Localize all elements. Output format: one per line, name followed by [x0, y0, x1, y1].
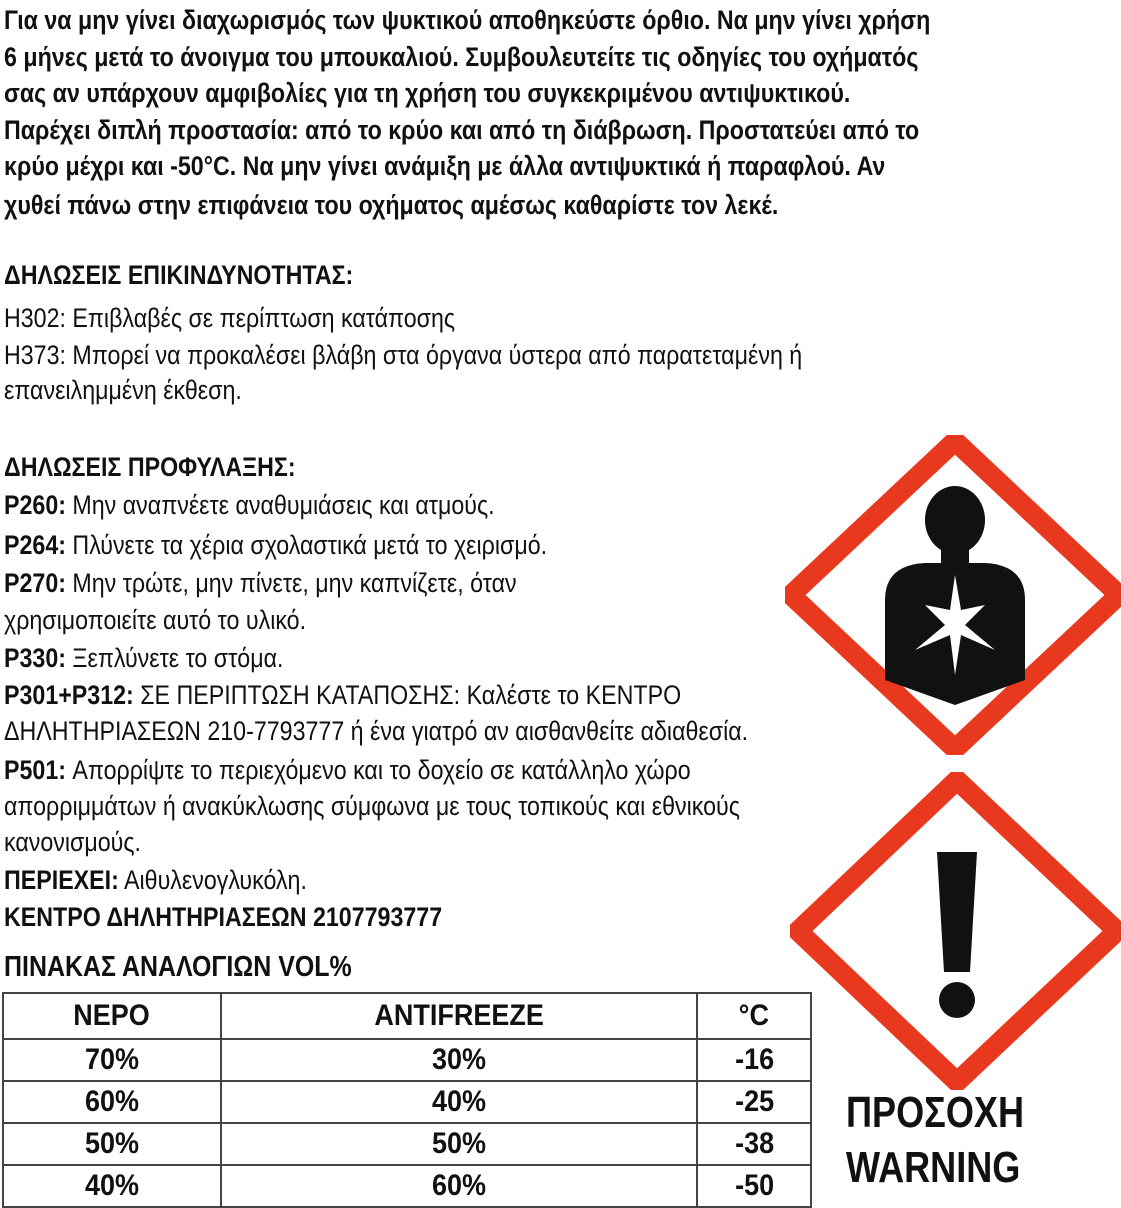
precaution-line	[4, 528, 547, 562]
table-row	[3, 1165, 811, 1207]
poison-center: ΚΕΝΤΡΟ ΔΗΛΗΤΗΡΙΑΣΕΩΝ 2107793777	[4, 902, 443, 932]
table-cell: -38	[697, 1123, 811, 1165]
warning-greek: ΠΡΟΣΟΧΗ	[846, 1088, 1025, 1137]
precaution-text: Απορρίψτε το περιεχόμενο και το δοχείο σε κατάλληλο χώρο	[65, 755, 691, 785]
table-cell: 40%	[3, 1165, 221, 1207]
table-row	[3, 1039, 811, 1081]
header-water: ΝΕΡΟ	[3, 993, 221, 1039]
precaution-text: χρησιμοποιείτε αυτό το υλικό.	[4, 605, 307, 635]
precaution-code: P330:	[4, 643, 66, 673]
exclamation-icon	[937, 852, 977, 1018]
precaution-line	[4, 714, 748, 748]
precaution-line	[4, 641, 283, 675]
precaution-text: Ξεπλύνετε το στόμα.	[65, 643, 284, 673]
precaution-code: P260:	[4, 490, 66, 520]
table-cell: 40%	[221, 1081, 698, 1123]
health-hazard-pictogram	[785, 435, 1121, 755]
precaution-text: ΔΗΛΗΤΗΡΙΑΣΕΩΝ 210-7793777 ή ένα γιατρό αν αισθανθείτε αδιαθεσία.	[4, 716, 749, 746]
intro-line: Παρέχει διπλή προστασία: από το κρύο και από τη διάβρωση. Προστατεύει από το	[4, 115, 920, 145]
table-cell: 50%	[221, 1123, 698, 1165]
table-header-row	[3, 993, 811, 1039]
precaution-code: P270:	[4, 568, 66, 598]
precaution-code: ΠΕΡΙΕΧΕΙ:	[4, 865, 119, 895]
precaution-line	[4, 825, 141, 859]
precaution-code: P501:	[4, 755, 66, 785]
precaution-text: ΣΕ ΠΕΡΙΠΤΩΣΗ ΚΑΤΑΠΟΣΗΣ: Καλέστε το ΚΕΝΤΡΟ	[133, 680, 682, 710]
precaution-line	[4, 863, 307, 897]
table-cell: 60%	[221, 1165, 698, 1207]
table-title: ΠΙΝΑΚΑΣ ΑΝΑΛΟΓΙΩΝ VOL%	[4, 951, 352, 983]
precaution-text: Μην αναπνέετε αναθυμιάσεις και ατμούς.	[65, 490, 495, 520]
intro-line: χυθεί πάνω στην επιφάνεια του οχήματος αμέσως καθαρίστε τον λεκέ.	[4, 190, 779, 220]
precaution-line	[4, 753, 691, 787]
hazard-line: H373: Μπορεί να προκαλέσει βλάβη στα όργανα ύστερα από παρατεταμένη ή	[4, 340, 803, 370]
hazard-line: H302: Επιβλαβές σε περίπτωση κατάποσης	[4, 303, 456, 333]
table-cell: -25	[697, 1081, 811, 1123]
intro-line: κρύο μέχρι και -50°C. Να μην γίνει ανάμιξη με άλλα αντιψυκτικά ή παραφλού. Αν	[4, 151, 886, 181]
precaution-line	[4, 789, 740, 823]
precaution-text: Πλύνετε τα χέρια σχολαστικά μετά το χειρισμό.	[65, 530, 548, 560]
precaution-line	[4, 488, 495, 522]
intro-line: Για να μην γίνει διαχωρισμός των ψυκτικού αποθηκεύστε όρθιο. Να μην γίνει χρήση	[4, 5, 931, 35]
precaution-text: Μην τρώτε, μην πίνετε, μην καπνίζετε, όταν	[65, 568, 517, 598]
header-temperature: °C	[697, 993, 811, 1039]
header-antifreeze: ANTIFREEZE	[221, 993, 698, 1039]
precaution-text: κανονισμούς.	[4, 827, 142, 857]
warning-english: WARNING	[846, 1143, 1021, 1192]
precaution-line	[4, 566, 517, 600]
precaution-code: P264:	[4, 530, 66, 560]
table-cell: 60%	[3, 1081, 221, 1123]
precaution-heading: ΔΗΛΩΣΕΙΣ ΠΡΟΦΥΛΑΞΗΣ:	[4, 452, 296, 482]
hazard-heading: ΔΗΛΩΣΕΙΣ ΕΠΙΚΙΝΔΥΝΟΤΗΤΑΣ:	[4, 260, 354, 290]
dilution-table	[2, 992, 812, 1208]
table-row	[3, 1123, 811, 1165]
precaution-code: P301+P312:	[4, 680, 134, 710]
intro-line: σας αν υπάρχουν αμφιβολίες για τη χρήση του συγκεκριμένου αντιψυκτικού.	[4, 78, 851, 108]
hazard-line: επανειλημμένη έκθεση.	[4, 375, 242, 405]
precaution-line	[4, 678, 681, 712]
table-cell: -50	[697, 1165, 811, 1207]
precaution-text: απορριμμάτων ή ανακύκλωσης σύμφωνα με τους τοπικούς και εθνικούς	[4, 791, 740, 821]
exclamation-pictogram	[790, 772, 1121, 1090]
intro-line: 6 μήνες μετά το άνοιγμα του μπουκαλιού. Συμβουλευτείτε τις οδηγίες του οχήματός	[4, 42, 919, 72]
table-cell: 30%	[221, 1039, 698, 1081]
table-row	[3, 1081, 811, 1123]
precaution-line	[4, 603, 306, 637]
precaution-text: Αιθυλενογλυκόλη.	[118, 865, 307, 895]
table-cell: 50%	[3, 1123, 221, 1165]
table-cell: -16	[697, 1039, 811, 1081]
table-cell: 70%	[3, 1039, 221, 1081]
